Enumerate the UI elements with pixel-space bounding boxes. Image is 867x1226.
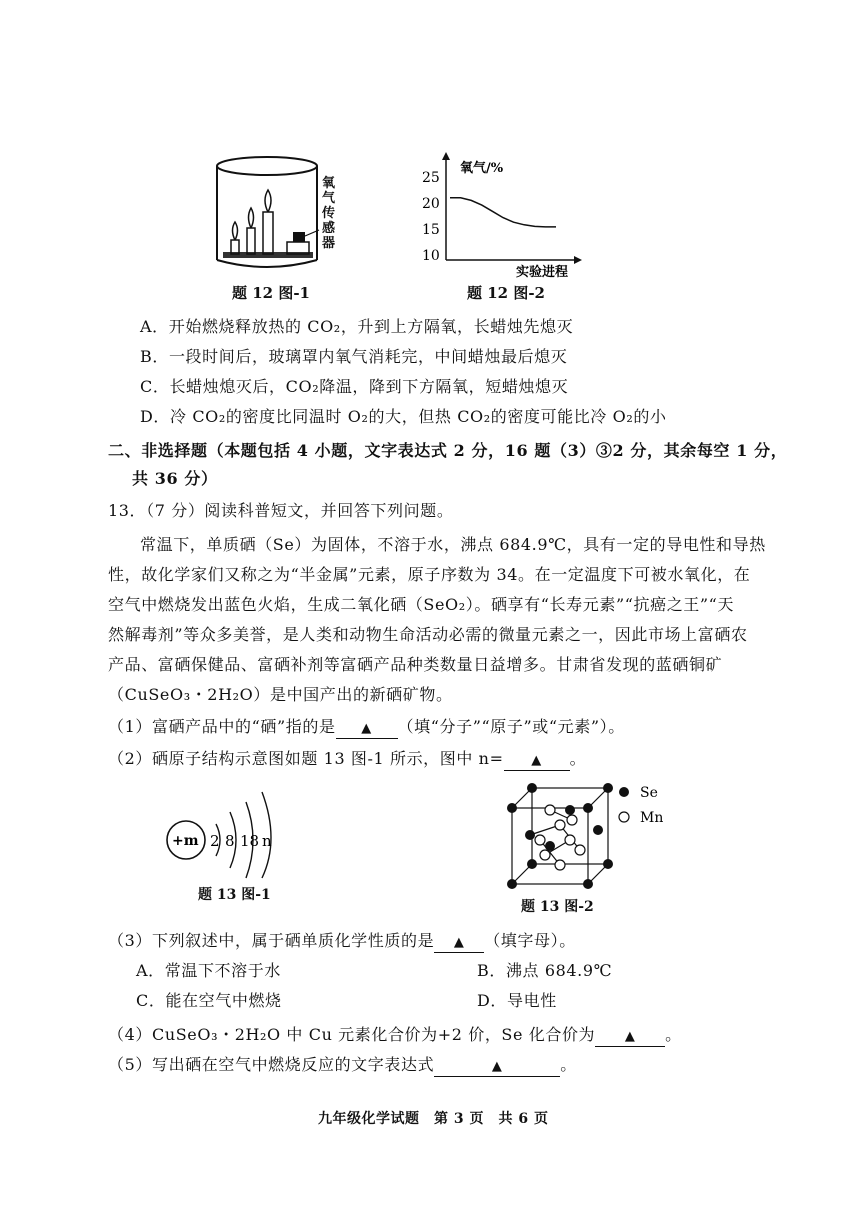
answer-blank-2[interactable] <box>504 750 570 771</box>
se-atom <box>593 825 603 835</box>
answer-blank-4[interactable] <box>595 1026 665 1047</box>
q13-sub4-tail: 。 <box>665 1025 682 1044</box>
q13-sub5 <box>108 1054 577 1077</box>
se-atom <box>545 841 555 851</box>
answer-blank-1[interactable] <box>336 718 398 739</box>
mn-atom <box>540 850 550 860</box>
se-atom <box>507 879 517 889</box>
figure-13-1 <box>160 784 290 879</box>
q12-option-a: A．开始燃烧释放热的 CO₂，升到上方隔氧，长蜡烛先熄灭 <box>140 317 574 336</box>
se-atom <box>583 803 593 813</box>
y-tick-label: 20 <box>422 196 440 212</box>
mn-atom <box>567 815 577 825</box>
mn-atom <box>545 805 555 815</box>
blank-marker: ▲ <box>531 753 542 768</box>
answer-blank-5[interactable] <box>434 1056 560 1077</box>
section-2-heading: 二、非选择题（本题包括 4 小题，文字表达式 2 分，16 题（3）③2 分，其余每空 1 分， <box>108 441 788 460</box>
q13-sub3-option-d: D．导电性 <box>477 991 557 1010</box>
q13-sub1-tail: （填“分子”“原子”或“元素”）。 <box>397 717 625 736</box>
figure-12-1-caption: 题 12 图-1 <box>232 284 310 302</box>
figure-13-2 <box>500 780 680 895</box>
mn-atom <box>575 845 585 855</box>
q13-sub4 <box>108 1024 682 1047</box>
sensor-label-char: 传 <box>322 206 336 221</box>
legend-mn-label: Mn <box>640 810 664 826</box>
section-2-heading-cont: 共 36 分） <box>132 469 218 488</box>
selenium-atom-diagram <box>160 784 290 879</box>
x-axis-label: 实验进程 <box>516 265 569 280</box>
figure-13-1-caption: 题 13 图-1 <box>198 887 271 903</box>
q12-option-c: C．长蜡烛熄灭后，CO₂降温，降到下方隔氧，短蜡烛熄灭 <box>140 377 569 396</box>
q13-passage-line: 产品、富硒保健品、富硒补剂等富硒产品种类数量日益增多。甘肃省发现的蓝硒铜矿 <box>108 655 723 674</box>
q13-sub1-text: （1）富硒产品中的“硒”指的是 <box>108 717 336 736</box>
q13-sub5-tail: 。 <box>560 1055 577 1074</box>
page-footer: 九年级化学试题 第 3 页 共 6 页 <box>318 1111 549 1127</box>
mn-atom <box>565 835 575 845</box>
y-tick-label: 25 <box>422 170 440 186</box>
legend-se-marker <box>619 787 629 797</box>
se-atom <box>583 879 593 889</box>
sensor-label-char: 感 <box>322 221 336 236</box>
q13-passage-line: 然解毒剂”等众多美誉，是人类和动物生命活动必需的微量元素之一，因此市场上富硒农 <box>108 625 748 644</box>
mn-atom <box>555 860 565 870</box>
y-axis-label: 氧气/% <box>460 161 504 176</box>
shell-electron-count: 2 <box>210 832 220 850</box>
figure-13-2-caption: 题 13 图-2 <box>521 899 594 915</box>
mn-atom <box>555 820 565 830</box>
se-atom <box>603 859 613 869</box>
crystal-unit-cell <box>500 780 680 895</box>
y-tick-label: 10 <box>422 248 440 264</box>
sensor-label-char: 器 <box>322 236 336 251</box>
q13-sub2 <box>108 748 586 771</box>
blank-marker: ▲ <box>453 935 465 950</box>
shell-electron-count: n <box>262 832 272 850</box>
blank-marker: ▲ <box>361 721 372 736</box>
legend-se-label: Se <box>640 785 658 801</box>
q13-header: 13．（7 分）阅读科普短文，并回答下列问题。 <box>108 501 454 520</box>
q13-sub2-text: （2）硒原子结构示意图如题 13 图-1 所示，图中 n= <box>108 749 504 768</box>
nucleus-charge: +m <box>172 833 199 849</box>
q13-sub3-option-b: B．沸点 684.9℃ <box>477 961 613 980</box>
q13-passage-line: 性，故化学家们又称之为“半金属”元素，原子序数为 34。在一定温度下可被水氧化，在 <box>108 565 751 584</box>
se-atom <box>527 783 537 793</box>
figure-12-2 <box>416 150 586 280</box>
q13-sub5-text: （5）写出硒在空气中燃烧反应的文字表达式 <box>108 1055 435 1074</box>
mn-atom <box>535 835 545 845</box>
blank-marker: ▲ <box>491 1059 503 1074</box>
shell-electron-count: 18 <box>240 832 260 850</box>
q12-option-d: D．冷 CO₂的密度比同温时 O₂的大，但热 CO₂的密度可能比冷 O₂的小 <box>140 407 667 426</box>
figure-12-1 <box>205 148 335 278</box>
y-axis-arrow <box>442 152 450 160</box>
q13-sub4-text: （4）CuSeO₃・2H₂O 中 Cu 元素化合价为+2 价，Se 化合价为 <box>108 1025 596 1044</box>
se-atom <box>603 783 613 793</box>
figure-12-2-caption: 题 12 图-2 <box>467 284 545 302</box>
sensor-label <box>322 176 338 251</box>
q13-sub3-text: （3）下列叙述中，属于硒单质化学性质的是 <box>108 931 435 950</box>
q13-passage-line: （CuSeO₃・2H₂O）是中国产出的新硒矿物。 <box>108 685 453 704</box>
q13-passage-line: 空气中燃烧发出蓝色火焰，生成二氧化硒（SeO₂）。硒享有“长寿元素”“抗癌之王”“天 <box>108 595 735 614</box>
q13-sub2-tail: 。 <box>569 749 587 768</box>
q13-sub3 <box>108 930 576 953</box>
x-axis-arrow <box>574 256 582 264</box>
blank-marker: ▲ <box>624 1029 636 1044</box>
q13-passage-line: 常温下，单质硒（Se）为固体，不溶于水，沸点 684.9℃，具有一定的导电性和导热 <box>140 535 766 554</box>
shell-electron-count: 8 <box>225 832 235 850</box>
sensor-label-char: 氧 <box>322 176 336 191</box>
bell-jar-illustration <box>205 148 335 278</box>
oxygen-chart <box>416 150 586 280</box>
q13-sub3-tail: （填字母）。 <box>484 931 576 950</box>
answer-blank-3[interactable] <box>434 932 484 953</box>
sensor-label-char: 气 <box>322 191 336 206</box>
y-tick-label: 15 <box>422 222 440 238</box>
q13-sub3-option-a: A．常温下不溶于水 <box>136 961 281 980</box>
oxygen-series-line <box>450 198 556 227</box>
q13-sub1 <box>108 716 625 739</box>
se-atom <box>565 805 575 815</box>
q12-option-b: B．一段时间后，玻璃罩内氧气消耗完，中间蜡烛最后熄灭 <box>140 347 568 366</box>
q13-sub3-option-c: C．能在空气中燃烧 <box>136 991 282 1010</box>
se-atom <box>507 803 517 813</box>
se-atom <box>525 830 535 840</box>
legend-mn-marker <box>619 812 629 822</box>
se-atom <box>527 859 537 869</box>
